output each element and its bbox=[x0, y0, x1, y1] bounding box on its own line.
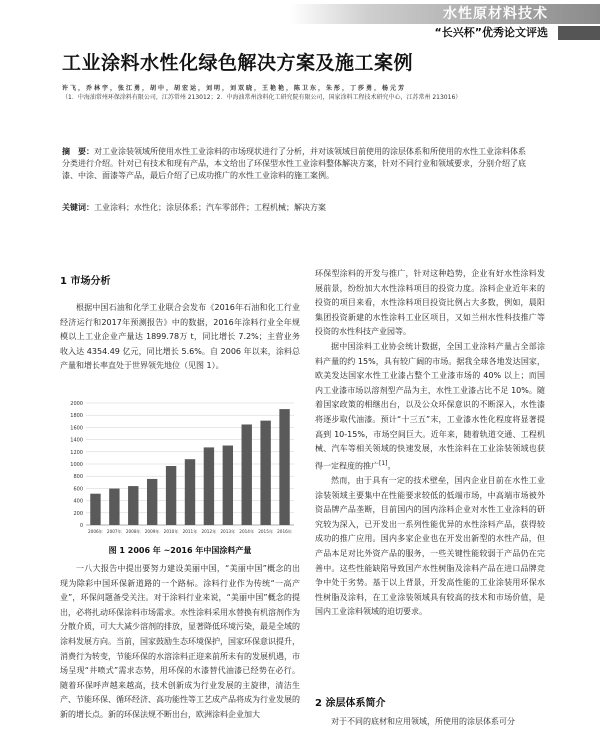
bar bbox=[223, 446, 233, 525]
paragraph: 环保型涂料的开发与推广，针对这种趋势，企业有好水性涂料发展前景，纷纷加大水性涂料项目的投资力度。涂料企业近年来的投资的项目来看，水性涂料项目投资比例占大多数，例如，晨阳集团投资新建的水性涂料工业区项目，又如兰州水性科技推广等投资的水性科技产业园等。 bbox=[315, 269, 545, 337]
bar bbox=[185, 459, 195, 525]
author-names: 许飞，乔林宇，张江勇，胡中，胡宏运，刘明，刘双晓，王艳艳，陈卫东，朱彤，丁莎勇，杨元芳 bbox=[62, 85, 407, 92]
y-tick-label: 600 bbox=[73, 486, 83, 493]
x-tick-label: 2008年 bbox=[125, 529, 141, 534]
keywords-label: 关键词： bbox=[62, 203, 94, 212]
paragraph: 一八大报告中提出要努力建设美丽中国，“美丽中国”概念的出现为除彩中国环保新道路的一个路标。涂料行业作为传统“一高产业”，环保问题备受关注。对于涂料行业来说，“美丽中国”概念的提出，必将扎动环保涂料市场需求。水性涂料采用水替换有机溶剂作为分散介质，可大大减少溶剂的排放，显著降低环境污染，最是全域的涂料发展方向。当前，国家鼓励生态环境保护，国家环保意识提升，消费行为转变，节能环保的水溶涂料正迎来前所未有的发展机遇，市场呈现“井喷式”需求态势，用环保的水漆替代油漆已经势在必行。随着环保呼声越来越高，技术创新成为行业发展的主旋律，清洁生产、节能环保、循环经济、高功能性等工艺成产品将成为行业发展的新的增长点。新的环保法规不断出台，欧洲涂料企业加大 bbox=[60, 564, 300, 719]
bar bbox=[260, 421, 270, 525]
y-tick-label: 1800 bbox=[70, 413, 83, 420]
x-tick-label: 2011年 bbox=[182, 529, 198, 534]
x-tick-label: 2013年 bbox=[220, 529, 236, 534]
left-column-top bbox=[60, 275, 300, 374]
y-tick-label: 2000 bbox=[70, 401, 83, 407]
y-tick-label: 1600 bbox=[70, 425, 83, 432]
paragraph bbox=[315, 340, 545, 474]
page-header bbox=[0, 0, 600, 42]
abstract bbox=[62, 146, 532, 182]
bar bbox=[90, 494, 100, 525]
article-title: 工业涂料水性化绿色解决方案及施工案例 bbox=[62, 52, 414, 74]
bar bbox=[128, 486, 138, 525]
y-tick-label: 0 bbox=[79, 523, 83, 529]
section-heading-coating: 2 涂层体系简介 bbox=[315, 698, 386, 709]
y-tick-label: 1000 bbox=[70, 462, 83, 468]
paragraph-text: 据中国涂料工业协会统计数据，全国工业涂料产量占全部涂料产量的约 15%，具有较广阔的市场。据我全球各地发达国家，欧美发达国家水性工业漆占整个工业漆市场的 40% 以上；而国内工业漆市场以溶剂型产品为主，水性工业漆占比不足 10%。随着国家政策的相继出台，以及公众环保意识的不断深入，水性漆将逐步取代油漆。预计“十三五”末，工业漆水性化程度将显著提高到 10-15%，市场空间巨大。近年来，随着轨道交通、工程机械、汽车等相关领域的快速发展，水性涂料在工业涂装领域也获得一定程度的推广 bbox=[315, 341, 545, 471]
x-tick-label: 2015年 bbox=[258, 529, 274, 534]
section-title: 水性原材料技术 bbox=[443, 6, 548, 22]
paragraph: 对于不同的底材和应用领域，所使用的涂层体系可分 bbox=[331, 717, 515, 726]
abstract-text: 对工业涂装领域所使用水性工业涂料的市场现状进行了分析，并对该领域目前使用的涂层体系和所使用的水性工业涂料体系分类进行介绍。针对已有技术和现有产品，本文给出了环保型水性工业涂料整体解决方案，针对不同行业和领域要求，分别介绍了底漆、中涂、面漆等产品，最后介绍了已成功推广的水性工业涂料的施工案例。 bbox=[62, 147, 526, 180]
section-subtitle: “长兴杯”优秀论文评选 bbox=[434, 26, 548, 39]
paragraph-end: 。 bbox=[387, 461, 396, 471]
right-column bbox=[315, 267, 545, 620]
y-tick-label: 800 bbox=[73, 474, 83, 481]
abstract-label: 摘 要： bbox=[62, 147, 94, 156]
bar bbox=[279, 409, 289, 525]
keywords bbox=[62, 202, 532, 214]
bar bbox=[147, 479, 157, 525]
header-tab bbox=[558, 26, 600, 40]
y-tick-label: 1400 bbox=[70, 437, 83, 444]
x-tick-label: 2016年 bbox=[277, 529, 292, 534]
x-tick-label: 2009年 bbox=[144, 529, 160, 534]
paragraph: 根据中国石油和化学工业联合会发布《2016年石油和化工行业经济运行和2017年预测报告》中的数据，2016年涂料行业全年规模以上工业企业产量达 1899.78万 t，同比增长 7.2%；主营业务收入达 4354.49 亿元，同比增长 5.6%。自 2006 年以来，涂料总产量和增长率直处于世界领先地位（见图 1）。 bbox=[60, 303, 300, 371]
x-tick-label: 2007年 bbox=[106, 529, 122, 534]
paragraph: 然而，由于具有一定的技术壁垒，国内企业目前在水性工业涂装领域主要集中在性能要求较低的低端市场，中高端市场被外资品牌产品垄断，目前国内的国内涂料企业对水性工业涂料的研究较为深入，已开发出一系列性能优异的水性涂料产品，获得较成功的推广应用。国内多家企业也在开发出新型的水性产品，但产品本足对比外资产品的服务，一些关键性能较弱于产品仍在完善中。这些性能缺陷导致国产水性树脂及涂料产品在进口品牌竞争中处于劣势。基于以上背景，开发高性能的工业涂装用环保水性树脂及涂料，在工业涂装领域具有较高的技术和市场价值，是国内工业涂料领域的迫切要求。 bbox=[315, 475, 545, 617]
reference-marker: [1] bbox=[379, 459, 388, 467]
x-tick-label: 2012年 bbox=[201, 529, 217, 534]
bar bbox=[109, 489, 119, 525]
y-tick-label: 400 bbox=[73, 498, 83, 505]
production-bar-chart bbox=[62, 397, 298, 542]
bar bbox=[242, 424, 252, 525]
bar bbox=[204, 447, 214, 525]
x-tick-label: 2010年 bbox=[163, 529, 179, 534]
y-tick-label: 1200 bbox=[70, 449, 83, 456]
author-block bbox=[62, 84, 542, 102]
x-tick-label: 2014年 bbox=[239, 529, 255, 534]
left-column-bottom bbox=[60, 562, 300, 723]
x-tick-label: 2006年 bbox=[88, 529, 103, 534]
y-tick-label: 200 bbox=[73, 510, 83, 517]
section-heading-market: 1 市场分析 bbox=[60, 276, 111, 287]
keywords-text: 工业涂料；水性化；涂层体系；汽车零部件；工程机械；解决方案 bbox=[94, 203, 326, 212]
affiliation: （1．中海油常州环保涂料有限公司，江苏常州 213012；2．中海油常州涂料化工研究院有限公司，国家涂料工程技术研究中心，江苏常州 213016） bbox=[62, 94, 462, 101]
figure-caption: 图 1 2006 年 ~2016 年中国涂料产量 bbox=[108, 546, 252, 555]
bar bbox=[166, 466, 176, 525]
